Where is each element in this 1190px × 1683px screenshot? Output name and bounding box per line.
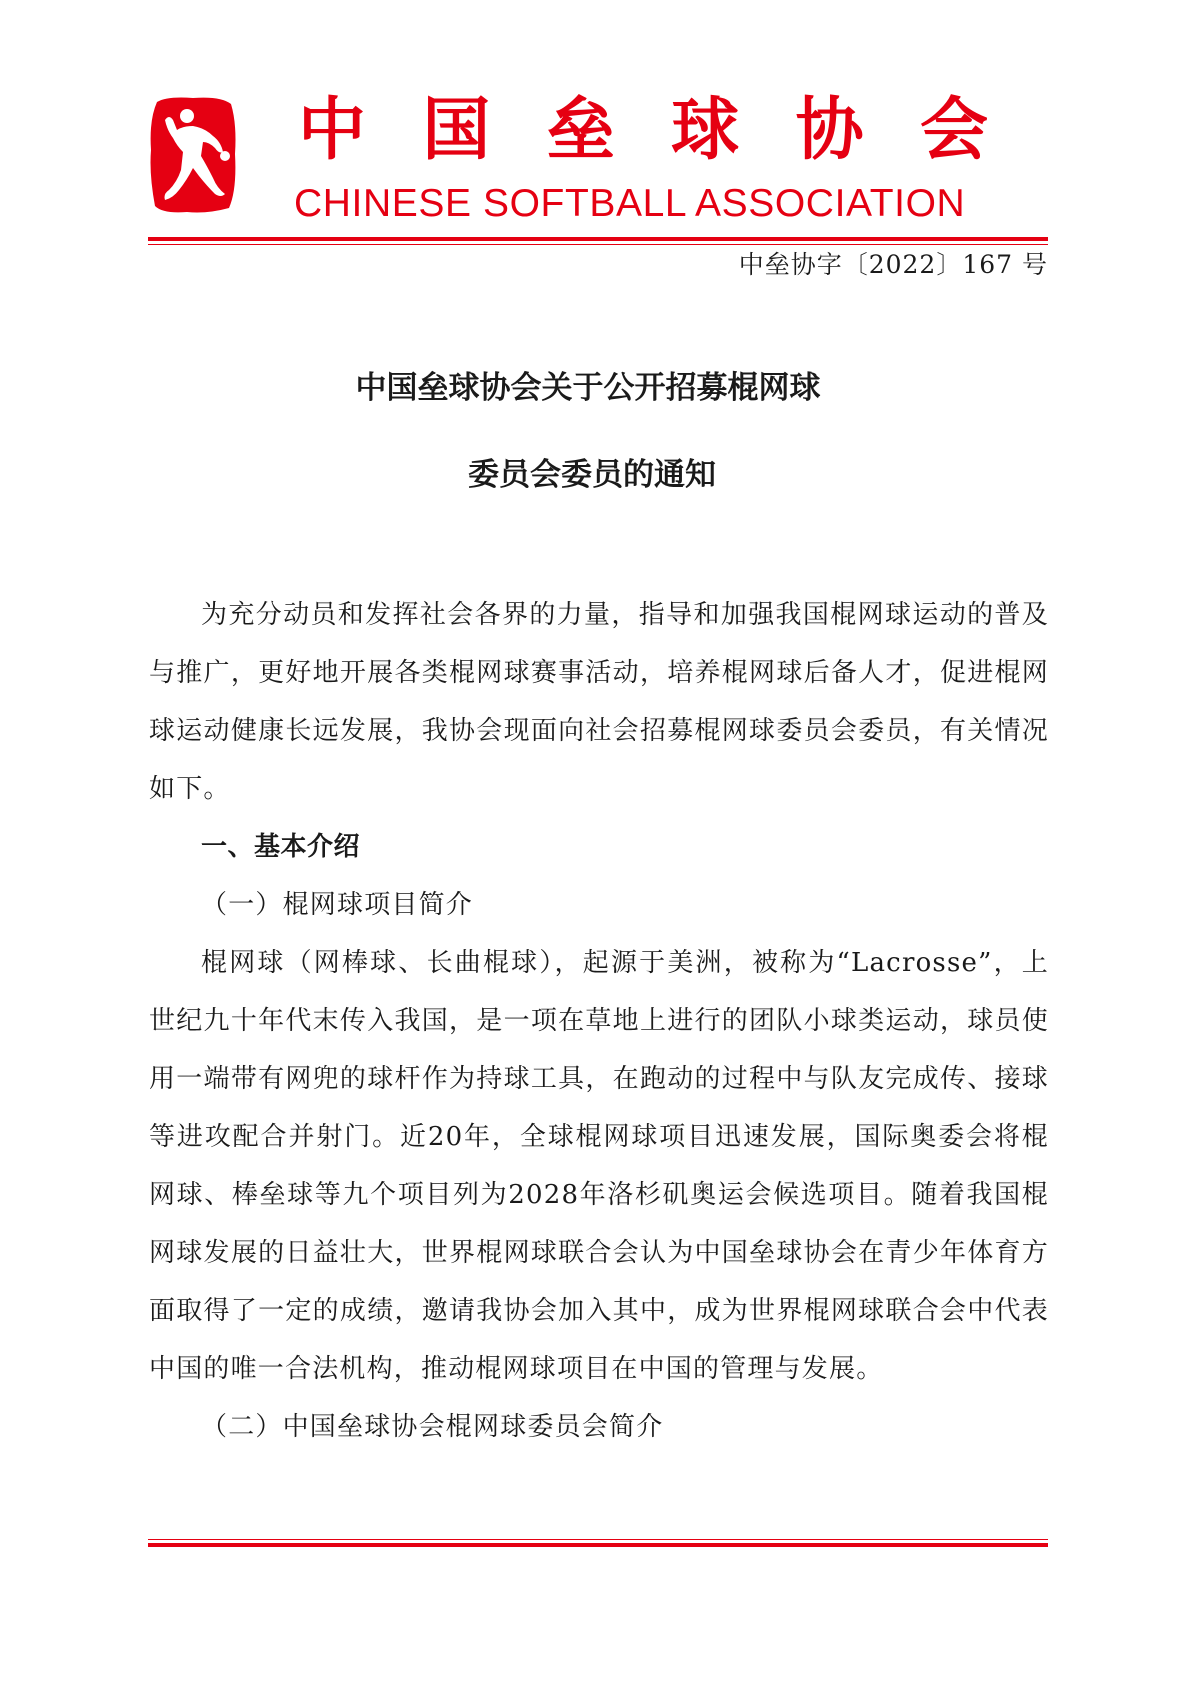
intro-paragraph: 为充分动员和发挥社会各界的力量，指导和加强我国棍网球运动的普及与推广，更好地开展各类棍网球赛事活动，培养棍网球后备人才，促进棍网球运动健康长远发展，我协会现面向社会招募棍网球委员会委员，有关情况如下。	[149, 600, 1049, 804]
org-name-char: 中	[298, 91, 367, 170]
org-name-cn	[298, 86, 988, 176]
org-name-char: 协	[795, 91, 864, 170]
letterhead-divider	[148, 237, 1048, 245]
document-title-line2: 委员会委员的通知	[468, 457, 716, 493]
section-heading: 一、基本介绍	[201, 832, 361, 862]
body-paragraph: 棍网球（网棒球、长曲棍球），起源于美洲，被称为“Lacrosse”，上世纪九十年代末传入我国，是一项在草地上进行的团队小球类运动，球员使用一端带有网兜的球杆作为持球工具，在跑动的过程中与队友完成传、接球等进攻配合并射门。近20年，全球棍网球项目迅速发展，国际奥委会将棍网球、棒垒球等九个项目列为2028年洛杉矶奥运会候选项目。随着我国棍网球发展的日益壮大，世界棍网球联合会认为中国垒球协会在青少年体育方面取得了一定的成绩，邀请我协会加入其中，成为世界棍网球联合会中代表中国的唯一合法机构，推动棍网球项目在中国的管理与发展。	[149, 948, 1049, 1384]
footer-divider	[148, 1539, 1048, 1547]
document-title-line1: 中国垒球协会关于公开招募棍网球	[355, 370, 821, 406]
document-body	[149, 586, 1049, 1456]
org-name-char: 国	[422, 91, 491, 170]
org-name-char: 会	[919, 91, 988, 170]
document-number: 中垒协字〔2022〕167 号	[738, 250, 1048, 279]
org-name-char: 球	[671, 91, 740, 170]
org-name-char: 垒	[546, 91, 615, 170]
org-name-en: CHINESE SOFTBALL ASSOCIATION	[294, 182, 966, 225]
pitcher-logo-icon	[147, 94, 239, 216]
subsection-heading: （二）中国垒球协会棍网球委员会简介	[201, 1412, 664, 1442]
subsection-heading: （一）棍网球项目简介	[201, 890, 474, 920]
